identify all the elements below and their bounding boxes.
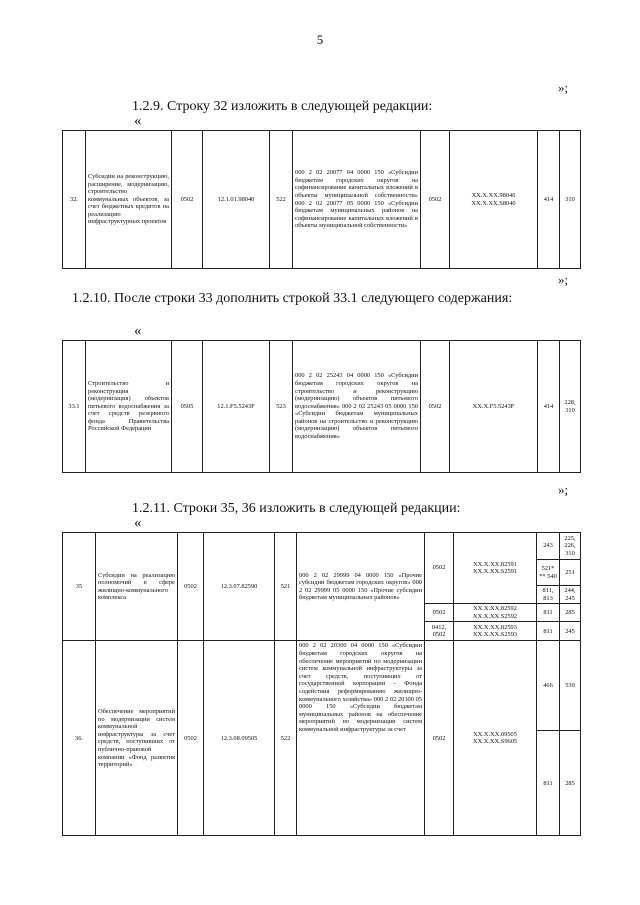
kosgu-code: 228, 310 [560, 341, 581, 473]
closing-quote: »; [558, 80, 569, 95]
csr-code-2a: XX.X.XX.09505 [473, 730, 517, 738]
kosgu-code: 225, 226, 310 [560, 533, 581, 560]
csr-code: 12.1.F5.5243F [203, 341, 270, 473]
row-name: Субсидии на реализацию полномочий в сфере жилищно-коммунального комплекса [96, 533, 178, 641]
razdel-code-2: 0502 [421, 131, 450, 269]
razdel-code: 0502 [172, 131, 203, 269]
opening-quote: « [134, 323, 142, 339]
vr-code-2: 414 [538, 341, 560, 473]
kosgu-code: 251 [560, 560, 581, 586]
row-number: 36. [63, 641, 96, 836]
csr-code: 12.1.01.98040 [203, 131, 270, 269]
opening-quote: « [134, 515, 142, 531]
csr-code: 12.3.07.82590 [204, 533, 275, 641]
table-row-32 [62, 130, 581, 269]
kosgu-code: 285 [560, 731, 581, 836]
vr-code-2: 414 [538, 131, 560, 269]
csr-code-2b: XX.X.XX.S2592 [472, 612, 518, 620]
page-number: 5 [316, 32, 324, 47]
vr-code-2: 466 [537, 641, 560, 731]
row-name: Строительство и реконструкция (модернизация) объектов питьевого водоснабжения за счет средств резервного фонда Правительства Российской Федерации [86, 341, 172, 473]
csr-code-2b: XX.X.XX.S9605 [472, 738, 518, 746]
csr-code-2 [454, 533, 537, 604]
vr-code: 522 [270, 131, 293, 269]
row-number: 32. [63, 131, 86, 269]
closing-quote: »; [558, 482, 569, 497]
csr-code-2a: XX.X.XX.82591 [473, 560, 517, 568]
row-name: Обеспечение мероприятий по модернизации систем коммунальной инфраструктуры за счет средств, поступивших от публично-правовой компании «Фонд развития территорий» [96, 641, 178, 836]
vr-code-2: 243 [537, 533, 560, 560]
csr-code-2a: XX.X.XX.82592 [473, 605, 517, 613]
razdel-code-2: 0412, 0502 [425, 622, 454, 641]
kbk-text: 000 2 02 25243 04 0000 150 «Субсидии бюджетам городских округов на строительство и реконструкцию (модернизацию) объектов питьевого водоснабжения» 000 2 02 25243 05 0000 150 «Субсидии бюджетам муниципальных районов на строительство и реконструкцию (модернизацию) объектов питьевого водоснабжения» [293, 341, 421, 473]
csr-code-2 [454, 604, 537, 622]
csr-code-2b: XX.X.XX.S2593 [472, 631, 518, 639]
vr-code-2: 811 [537, 604, 560, 622]
razdel-code: 0502 [178, 533, 204, 641]
razdel-code-2: 0502 [425, 533, 454, 604]
razdel-code-2: 0502 [421, 341, 450, 473]
row-number: 35 [63, 533, 96, 641]
razdel-code-2: 0502 [425, 641, 454, 836]
row-name: Субсидии на реконструкцию, расширение, модернизацию, строительство коммунальных объектов, за счет бюджетных кредитов на реализацию инфраструктурных проектов [86, 131, 172, 269]
csr-code: 12.3.08.09505 [204, 641, 275, 836]
kosgu-code: 244, 245 [560, 586, 581, 604]
vr-code-2: 811 [537, 622, 560, 641]
csr-code-2 [450, 131, 538, 269]
csr-code-2b: XX.X.XX.S2591 [472, 568, 518, 576]
table-rows-35-36 [62, 532, 581, 836]
kosgu-code: 245 [560, 622, 581, 641]
section-heading-1-2-9: 1.2.9. Строку 32 изложить в следующей редакции: [132, 99, 433, 114]
row-number: 33.1 [63, 341, 86, 473]
razdel-code-2: 0502 [425, 604, 454, 622]
vr-code-2: 811, 813 [537, 586, 560, 604]
vr-code: 521 [275, 533, 297, 641]
csr-code-2 [454, 641, 537, 836]
opening-quote: « [134, 113, 142, 129]
kbk-text: 000 2 02 20077 04 0000 150 «Субсидии бюджетам городских округов на софинансирование капитальных вложений в объекты муниципальной собственности» 000 2 02 20077 05 0000 150 «Субсидии бюджетам муниципальных районов на софинансирование капитальных вложений в объекты муниципальной собственности» [293, 131, 421, 269]
vr-code-2: 521* ** 540 [537, 560, 560, 586]
table-row-33-1 [62, 340, 581, 473]
csr-code-2 [454, 622, 537, 641]
csr-code-2: XX.X.F5.5243F [450, 341, 538, 473]
section-heading-1-2-10: 1.2.10. После строки 33 дополнить строкой 33.1 следующего содержания: [72, 291, 513, 306]
section-heading-1-2-11: 1.2.11. Строки 35, 36 изложить в следующей редакции: [132, 501, 461, 516]
razdel-code: 0502 [178, 641, 204, 836]
vr-code: 522 [275, 641, 297, 836]
vr-code: 523 [270, 341, 293, 473]
csr-code-2a: XX.X.XX.82593 [473, 623, 517, 631]
kosgu-code: 530 [560, 641, 581, 731]
kbk-text: 000 2 02 29999 04 0000 150 «Прочие субсидии бюджетам городских округов» 000 2 02 29999 05 0000 150 «Прочие субсидии бюджетам муниципальных районов» [297, 533, 425, 641]
csr-code-2a: XX.X.XX.98040 [471, 191, 516, 199]
csr-code-2b: XX.X.XX.S8040 [471, 199, 516, 207]
vr-code-2: 811 [537, 731, 560, 836]
kosgu-code: 310 [560, 131, 581, 269]
kbk-text: 000 2 02 20300 04 0000 150 «Субсидии бюджетам городских округов на обеспечение мероприятий по модернизации систем коммунальной инфраструктуры за счет средств, поступивших от государственной корпорации - Фонда содействия реформированию жилищно-коммунального хозяйства» 000 2 02 20300 05 0000 150 «Субсидии бюджетам муниципальных районов на обеспечение мероприятий по модернизации систем коммунальной инфраструктуры за счет [297, 641, 425, 836]
razdel-code: 0505 [172, 341, 203, 473]
kosgu-code: 285 [560, 604, 581, 622]
closing-quote: »; [558, 272, 569, 287]
